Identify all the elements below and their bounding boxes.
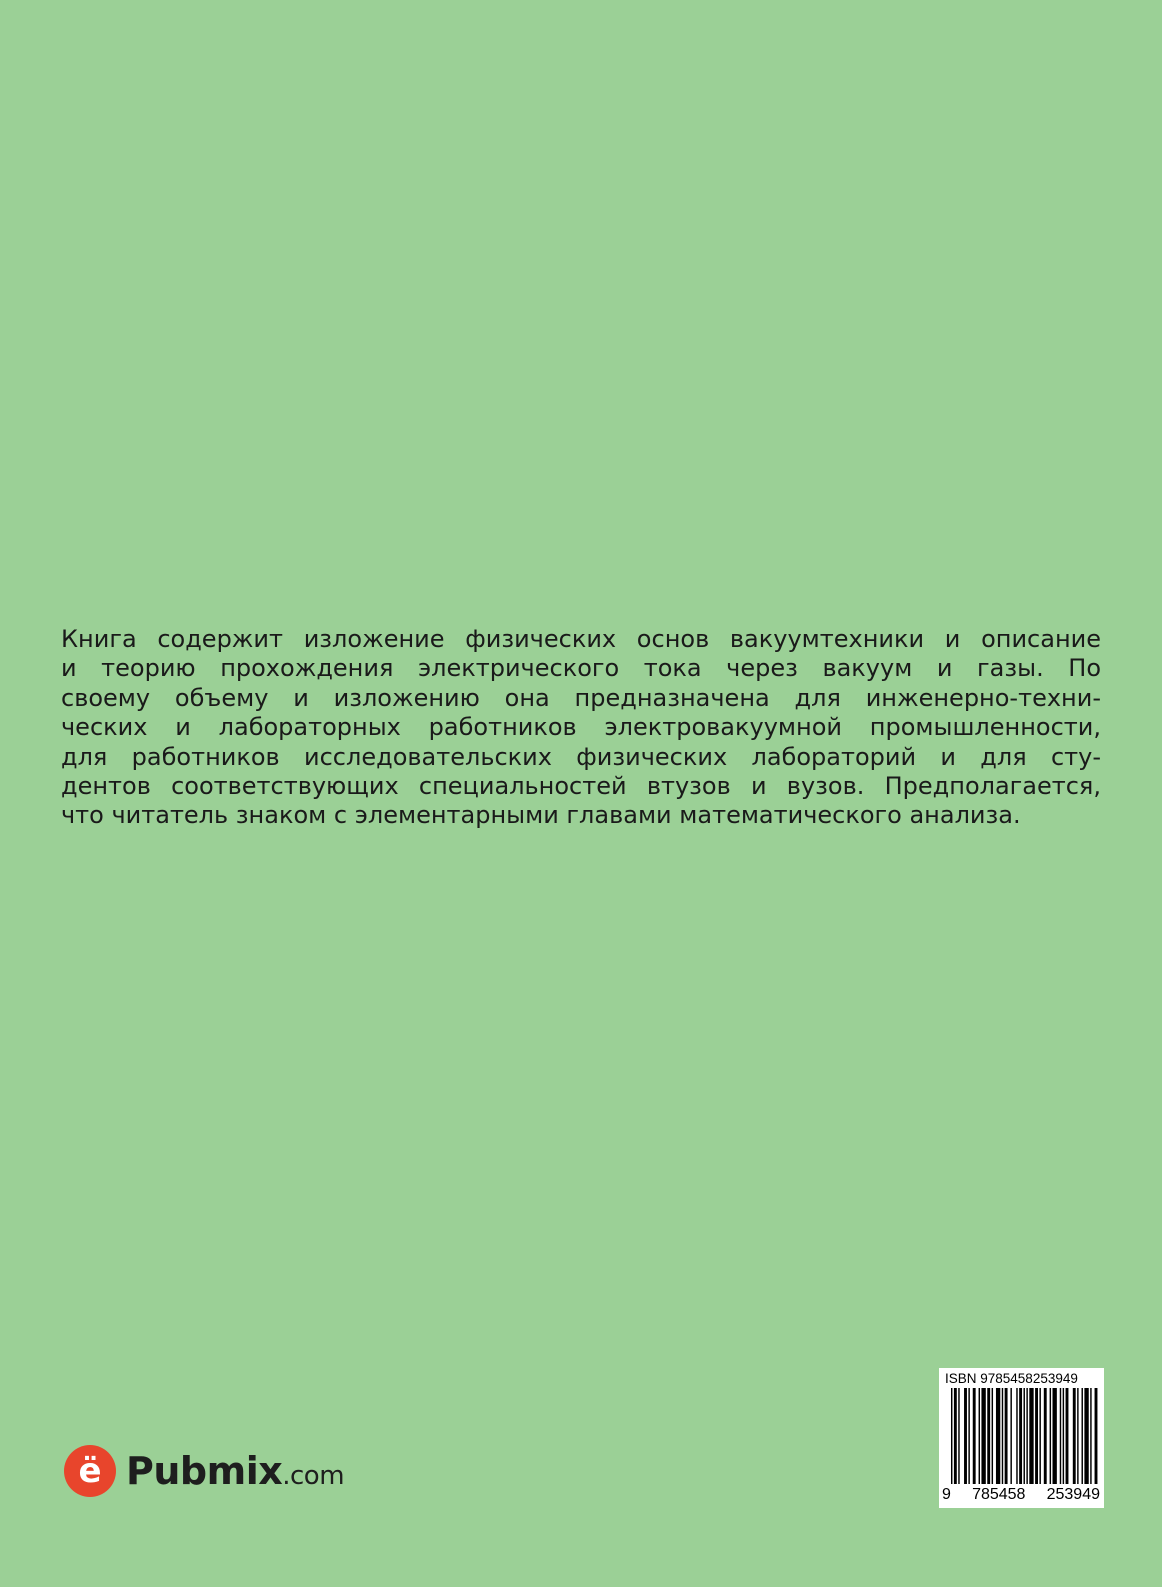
isbn-barcode bbox=[939, 1368, 1104, 1508]
barcode-bar bbox=[1010, 1388, 1011, 1484]
publisher-name-text: Pubmix bbox=[126, 1449, 283, 1493]
barcode-bar bbox=[1073, 1388, 1076, 1484]
barcode-bar bbox=[1016, 1388, 1017, 1484]
logo-letter: ё bbox=[78, 1451, 102, 1491]
book-description bbox=[61, 625, 1101, 831]
barcode-bar bbox=[1035, 1388, 1038, 1484]
barcode-bar bbox=[1095, 1388, 1098, 1484]
barcode-bar bbox=[996, 1388, 1000, 1484]
description-line: что читатель знаком с элементарными главами математического анализа. bbox=[61, 801, 1021, 830]
publisher-logo bbox=[64, 1445, 344, 1497]
barcode-bar bbox=[958, 1388, 959, 1484]
barcode-bars bbox=[945, 1388, 1098, 1486]
barcode-bar bbox=[987, 1388, 990, 1484]
barcode-bar bbox=[1044, 1388, 1047, 1484]
barcode-digit-prefix: 9 bbox=[942, 1486, 951, 1503]
barcode-bar bbox=[973, 1388, 976, 1484]
barcode-bar bbox=[1053, 1388, 1057, 1484]
barcode-bar bbox=[1066, 1388, 1069, 1484]
barcode-bar bbox=[1005, 1388, 1008, 1484]
barcode-bar bbox=[954, 1388, 957, 1484]
barcode-digits bbox=[942, 1486, 1100, 1504]
barcode-bar bbox=[1063, 1388, 1064, 1484]
barcode-bar bbox=[979, 1388, 980, 1484]
barcode-bar bbox=[1039, 1388, 1040, 1484]
description-line: и теорию прохождения электрического тока через вакуум и газы. По bbox=[61, 654, 1101, 683]
publisher-name bbox=[126, 1449, 344, 1493]
barcode-bar bbox=[951, 1388, 952, 1484]
barcode-bar bbox=[1077, 1388, 1078, 1484]
barcode-bar bbox=[1084, 1388, 1088, 1484]
barcode-bar bbox=[1060, 1388, 1061, 1484]
barcode-bar bbox=[1090, 1388, 1091, 1484]
description-line: дентов соответствующих специальностей втузов и вузов. Предполагается, bbox=[61, 772, 1101, 801]
barcode-bar bbox=[981, 1388, 985, 1484]
barcode-bar bbox=[1019, 1388, 1022, 1484]
barcode-bar bbox=[968, 1388, 969, 1484]
isbn-label: ISBN 9785458253949 bbox=[945, 1371, 1078, 1386]
barcode-bar bbox=[1050, 1388, 1051, 1484]
barcode-bar bbox=[1024, 1388, 1025, 1484]
barcode-digits-left: 785458 bbox=[972, 1486, 1026, 1503]
description-line: Книга содержит изложение физических основ вакуумтехники и описание bbox=[61, 625, 1101, 653]
barcode-bar bbox=[1026, 1388, 1027, 1484]
publisher-domain: .com bbox=[282, 1461, 345, 1491]
barcode-bar bbox=[992, 1388, 993, 1484]
pubmix-logo-icon bbox=[64, 1445, 116, 1497]
barcode-digits-right: 253949 bbox=[1046, 1486, 1100, 1503]
description-line: своему объему и изложению она предназначена для инженерно-техни- bbox=[61, 683, 1101, 712]
barcode-bar bbox=[1029, 1388, 1033, 1484]
description-line: ческих и лабораторных работников электровакуумной промышленности, bbox=[61, 713, 1101, 742]
barcode-bar bbox=[1002, 1388, 1003, 1484]
barcode-bar bbox=[1082, 1388, 1083, 1484]
barcode-bar bbox=[964, 1388, 967, 1484]
description-line: для работников исследовательских физических лабораторий и для сту- bbox=[61, 742, 1101, 771]
